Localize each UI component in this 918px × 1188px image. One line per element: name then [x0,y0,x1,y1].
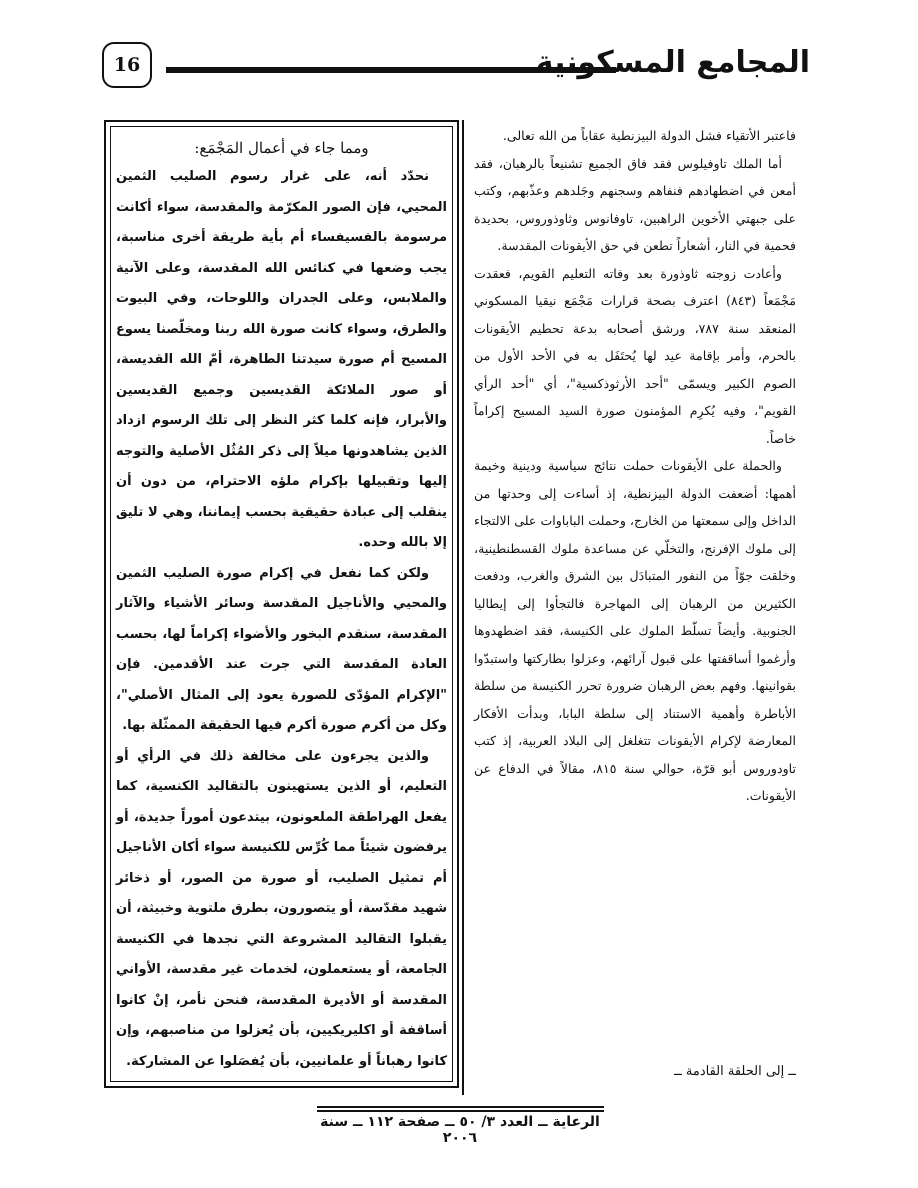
page-number: 16 [102,42,152,88]
box-paragraph: نحدّد أنه، على غرار رسوم الصليب الثمين المحيي، فإن الصور المكرّمة والمقدسة، سواء أكانت مرسومة بالفسيفساء أم بأية طريقة أخرى مناسبة، يجب وضعها في كنائس الله المقدسة، وعلى الآنية والملابس، وعلى الجدران واللوحات، وفي البيوت والطرق، وسواء كانت صورة الله ربنا ومخلّصنا يسوع المسيح أم صورة سيدتنا الطاهرة، أمّ الله القديسة، أو صور الملائكة القديسين وجميع القديسين والأبرار، فإنه كلما كثر النظر إلى تلك الرسوم ازداد الذين يشاهدونها ميلاً إلى ذكر المُثُل الأصلية والتوجه إليها وتقبيلها بإكرام ملؤه الاحترام، من دون أن ينقلب إلى عبادة حقيقية بحسب إيماننا، وهي لا تليق إلا بالله وحده. [116,169,447,550]
footer-rule-top [317,1106,604,1108]
article-paragraph: والحملة على الأيقونات حملت نتائج سياسية ودينية وخيمة أهمها: أضعفت الدولة البيزنطية، إذ أساءت إلى وحدتها من الداخل وإلى سمعتها من الخارج، وحملت الباباوات على الالتجاء إلى ملوك الإفرنج، والتخلّي عن مساعدة ملوك القسطنطينية، وخلقت جوّاً من النفور المتبادَل بين الشرق والغرب، ودفعت الكثيرين من الرهبان إلى المهاجرة فالتجأوا إلى إيطاليا الجنوبية. وأيضاً تسلّط الملوك على الكنيسة، فقد اضطهدوها وأرغموا أساقفتها على قبول آرائهم، وعزلوا بطاركتها واستبدّوا بقوانينها. وفهم بعض الرهبان ضرورة تحرر الكنيسة من سلطة الأباطرة وأهمية الاستناد إلى سلطة البابا، وبدأت الأفكار المعارضة لإكرام الأيقونات تتغلغل إلى البلاد العربية، إذ كتب تاودوروس أبو قرّة، حوالي سنة ٨١٥، مقالاً في الدفاع عن الأيقونات. [474,458,796,803]
article-paragraph: أما الملك تاوفيلوس فقد فاق الجميع تشنيعاً بالرهبان، فقد أمعن في اضطهادهم فنفاهم وسجنهم وجَلدهم وعذّبهم، وكتب على جبهتي الأخوين الراهبين، تاوفانوس وثاوذوروس، بحديدة فحمية في النار، أشعاراً تطعن في حق الأيقونات المقدسة. [474,155,796,253]
footer-issue-info: الرعاية ــ العدد ٣/ ٥٠ ــ صفحة ١١٢ ــ سنة ٢٠٠٦ [320,1114,600,1146]
box-paragraph: والذين يجرءون على مخالفة ذلك في الرأي أو التعليم، أو الذين يستهينون بالتقاليد الكنسية، كما يفعل الهراطقة الملعونون، بيتدعون أموراً جديدة، أو يرفضون شيئاً مما كُرِّس للكنيسة سواء أكان الأناجيل أم تمثيل الصليب، أو صورة من الصور، أو ذخائر شهيد مقدّسة، أو يتصورون، بطرق ملتوية وخبيثة، أن يقبلوا التقاليد المشروعة التي نجدها في الكنيسة الجامعة، أو يستعملون، لخدمات غير مقدسة، الأواني المقدسة أو الأديرة المقدسة، فنحن نأمر، إنْ كانوا أساقفة أو اكليريكيين، بأن يُعزلوا من مناصبهم، وإن كانوا رهباناً أو علمانيين، بأن يُفصَلوا عن المشاركة. [116,748,447,1069]
box-content [116,134,447,1077]
page-title: المجامع المسكونية [535,45,810,80]
article-paragraph: وأعادت زوجته ثاوذورة بعد وفاته التعليم القويم، فعقدت مَجْمَعاً (٨٤٣) اعترف بصحة قرارات مَجْمَع نيقيا المسكوني المنعقد سنة ٧٨٧، ورشق أصحابه بدعة تحطيم الأيقونات بالحرم، وأمر بإقامة عيد لها يُحتَفَل به في الأحد الأول من الصوم الكبير ويسمّى "أحد الأرثوذكسية"، أي "أحد الرأي القويم"، وفيه يُكرِم المؤمنون صورة السيد المسيح إكراماً خاصاً. [474,265,796,446]
column-divider [462,120,464,1095]
box-heading: ومما جاء في أعمال المَجْمَع: [194,139,369,157]
continued-note: ــ إلى الحلقة القادمة ــ [674,1064,796,1079]
footer-rule-bottom [317,1110,604,1112]
box-paragraph: ولكن كما نفعل في إكرام صورة الصليب الثمين والمحيي والأناجيل المقدسة وسائر الأشياء والآثار المقدسة، سنقدم البخور والأضواء إكراماً لها، بحسب العادة المقدسة التي جرت عند الأقدمين. فإن "الإكرام المؤدّى للصورة يعود إلى المثال الأصلي"، وكل من أكرم صورة أكرم فيها الحقيقة الممثّلة بها. [116,565,447,733]
council-quote-box [104,120,459,1088]
article-paragraph: فاعتبر الأتقياء فشل الدولة البيزنطية عقاباً من الله تعالى. [502,128,796,143]
article-column [474,122,796,810]
